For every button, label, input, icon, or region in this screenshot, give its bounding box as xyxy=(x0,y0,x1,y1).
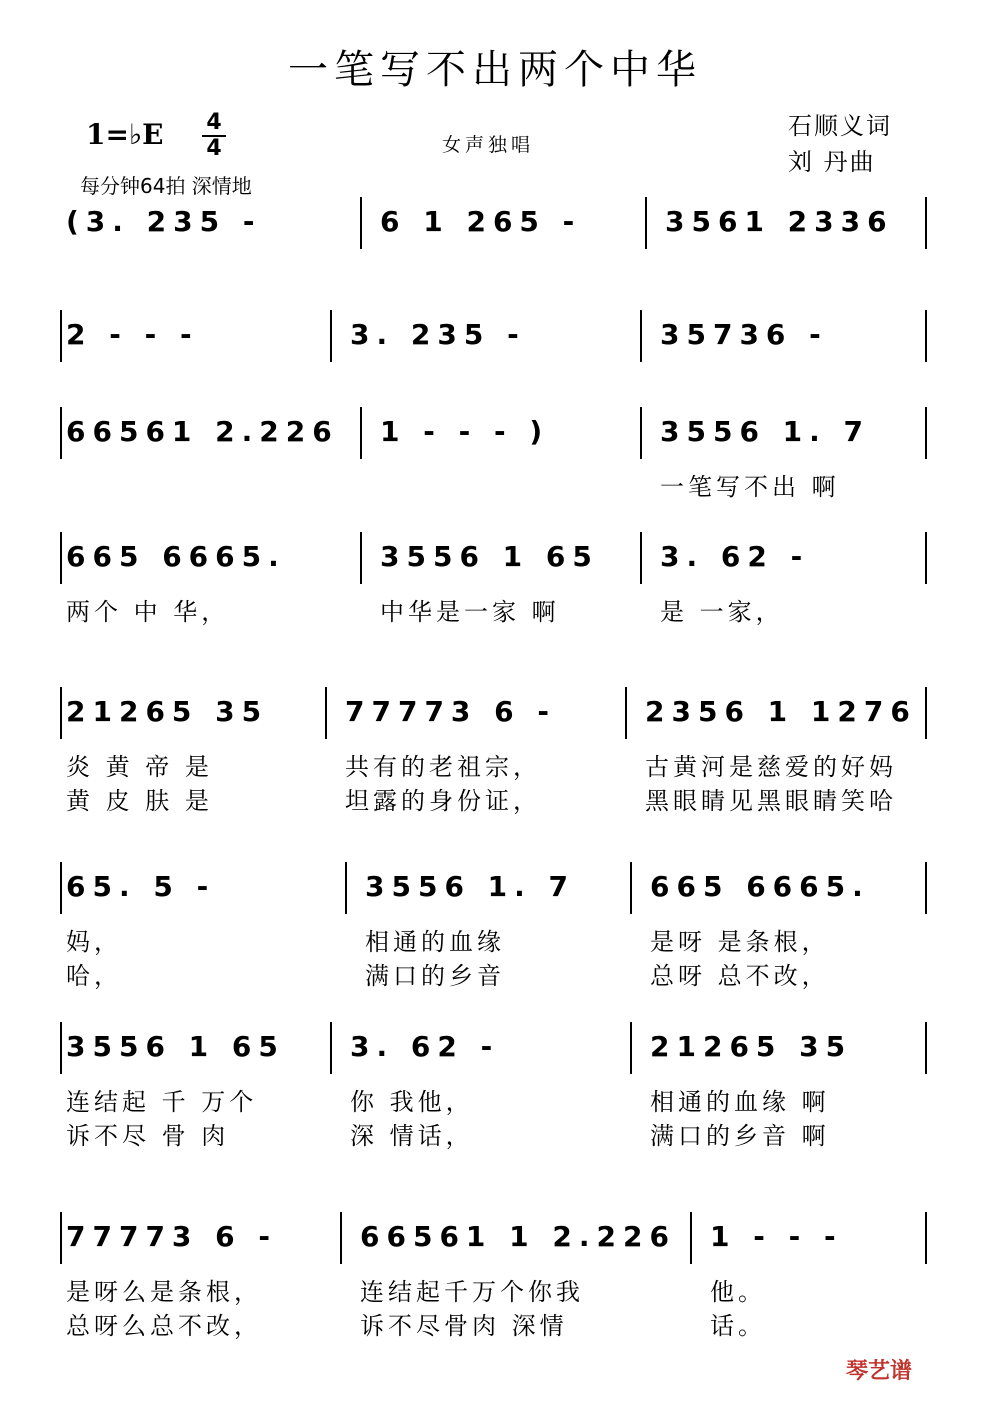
lyric-line-2: 诉不尽骨肉 深情 xyxy=(360,1312,568,1340)
lyric-line-2: 黄 皮 肤 是 xyxy=(66,787,213,815)
measure-notes: 3556 1 65 xyxy=(380,540,599,573)
lyric-line-2: 坦露的身份证， xyxy=(345,787,541,815)
meter-bottom: 4 xyxy=(206,136,222,161)
lyric-line-1: 你 我他， xyxy=(350,1088,474,1116)
barline xyxy=(925,532,927,584)
measure-notes: 3. 235 - xyxy=(350,318,526,351)
barline xyxy=(640,532,642,584)
barline xyxy=(360,532,362,584)
lyric-line-1: 炎 黄 帝 是 xyxy=(66,753,213,781)
measure-notes: 77773 6 - xyxy=(66,1220,278,1253)
lyric-line-1: 相通的血缘 xyxy=(365,928,505,956)
barline xyxy=(330,1022,332,1074)
barline xyxy=(60,1022,62,1074)
lyric-line-1: 一笔写不出 啊 xyxy=(660,473,840,501)
measure-notes: 21265 35 xyxy=(66,695,269,728)
time-signature xyxy=(202,112,226,160)
barline xyxy=(630,1022,632,1074)
lyric-line-1: 两个 中 华， xyxy=(66,598,230,626)
lyric-line-2: 总呀么总不改， xyxy=(66,1312,262,1340)
measure-notes: 65. 5 - xyxy=(66,870,216,903)
barline xyxy=(60,407,62,459)
lyric-line-1: 连结起千万个你我 xyxy=(360,1278,584,1306)
lyric-line-1: 是呀 是条根， xyxy=(650,928,830,956)
barline xyxy=(640,310,642,362)
measure-notes: 665 6665. xyxy=(66,540,286,573)
measure-notes: 3556 1. 7 xyxy=(365,870,576,903)
key-signature: 1=♭E xyxy=(86,118,164,151)
barline xyxy=(60,1212,62,1264)
lyric-line-1: 相通的血缘 啊 xyxy=(650,1088,830,1116)
measure-notes: 21265 35 xyxy=(650,1030,853,1063)
lyric-line-1: 妈， xyxy=(66,928,122,956)
barline xyxy=(60,862,62,914)
barline xyxy=(360,197,362,249)
measure-notes: 1 - - - ) xyxy=(380,415,550,448)
measure-notes: 2356 1 1276 xyxy=(645,695,917,728)
barline xyxy=(625,687,627,739)
lyric-line-1: 他。 xyxy=(710,1278,766,1306)
composer-credit: 刘 丹曲 xyxy=(788,148,876,176)
page-title: 一笔写不出两个中华 xyxy=(288,47,702,93)
lyric-line-2: 黑眼睛见黑眼睛笑哈 xyxy=(645,787,897,815)
lyric-line-2: 话。 xyxy=(710,1312,766,1340)
measure-notes: 665 6665. xyxy=(650,870,870,903)
measure-notes: 66561 2.226 xyxy=(66,415,339,448)
lyric-line-2: 深 情话， xyxy=(350,1122,474,1150)
measure-notes: 77773 6 - xyxy=(345,695,557,728)
barline xyxy=(925,1022,927,1074)
barline xyxy=(360,407,362,459)
barline xyxy=(640,407,642,459)
measure-notes: 35736 - xyxy=(660,318,828,351)
performance-note: 女声独唱 xyxy=(442,134,535,156)
measure-notes: 2 - - - xyxy=(66,318,199,351)
barline xyxy=(630,862,632,914)
measure-notes: 3556 1. 7 xyxy=(660,415,871,448)
barline xyxy=(925,862,927,914)
lyric-line-2: 满口的乡音 啊 xyxy=(650,1122,830,1150)
watermark-logo: 琴艺谱 xyxy=(845,1359,912,1384)
tempo-marking: 每分钟64拍 深情地 xyxy=(80,174,252,198)
lyric-line-1: 连结起 千 万个 xyxy=(66,1088,258,1116)
barline xyxy=(60,687,62,739)
measure-notes: 6 1 265 - xyxy=(380,205,582,238)
lyric-line-1: 中华是一家 啊 xyxy=(380,598,560,626)
barline xyxy=(330,310,332,362)
measure-notes: (3. 235 - xyxy=(66,205,262,238)
measure-notes: 3561 2336 xyxy=(665,205,894,238)
measure-notes: 3. 62 - xyxy=(350,1030,500,1063)
barline xyxy=(340,1212,342,1264)
measure-notes: 3556 1 65 xyxy=(66,1030,285,1063)
barline xyxy=(690,1212,692,1264)
barline xyxy=(345,862,347,914)
meter-top: 4 xyxy=(206,110,222,135)
lyric-line-1: 古黄河是慈爱的好妈 xyxy=(645,753,897,781)
barline xyxy=(925,1212,927,1264)
barline xyxy=(60,532,62,584)
barline xyxy=(925,197,927,249)
barline xyxy=(925,310,927,362)
lyric-line-2: 诉不尽 骨 肉 xyxy=(66,1122,230,1150)
lyric-line-2: 哈， xyxy=(66,962,122,990)
measure-notes: 3. 62 - xyxy=(660,540,810,573)
lyric-line-2: 总呀 总不改， xyxy=(650,962,830,990)
barline xyxy=(60,310,62,362)
barline xyxy=(325,687,327,739)
lyric-line-1: 是呀么是条根， xyxy=(66,1278,262,1306)
lyric-line-1: 共有的老祖宗， xyxy=(345,753,541,781)
measure-notes: 66561 1 2.226 xyxy=(360,1220,676,1253)
lyricist-credit: 石顺义词 xyxy=(788,112,892,140)
lyric-line-1: 是 一家， xyxy=(660,598,784,626)
barline xyxy=(645,197,647,249)
measure-notes: 1 - - - xyxy=(710,1220,843,1253)
barline xyxy=(925,687,927,739)
barline xyxy=(925,407,927,459)
lyric-line-2: 满口的乡音 xyxy=(365,962,505,990)
